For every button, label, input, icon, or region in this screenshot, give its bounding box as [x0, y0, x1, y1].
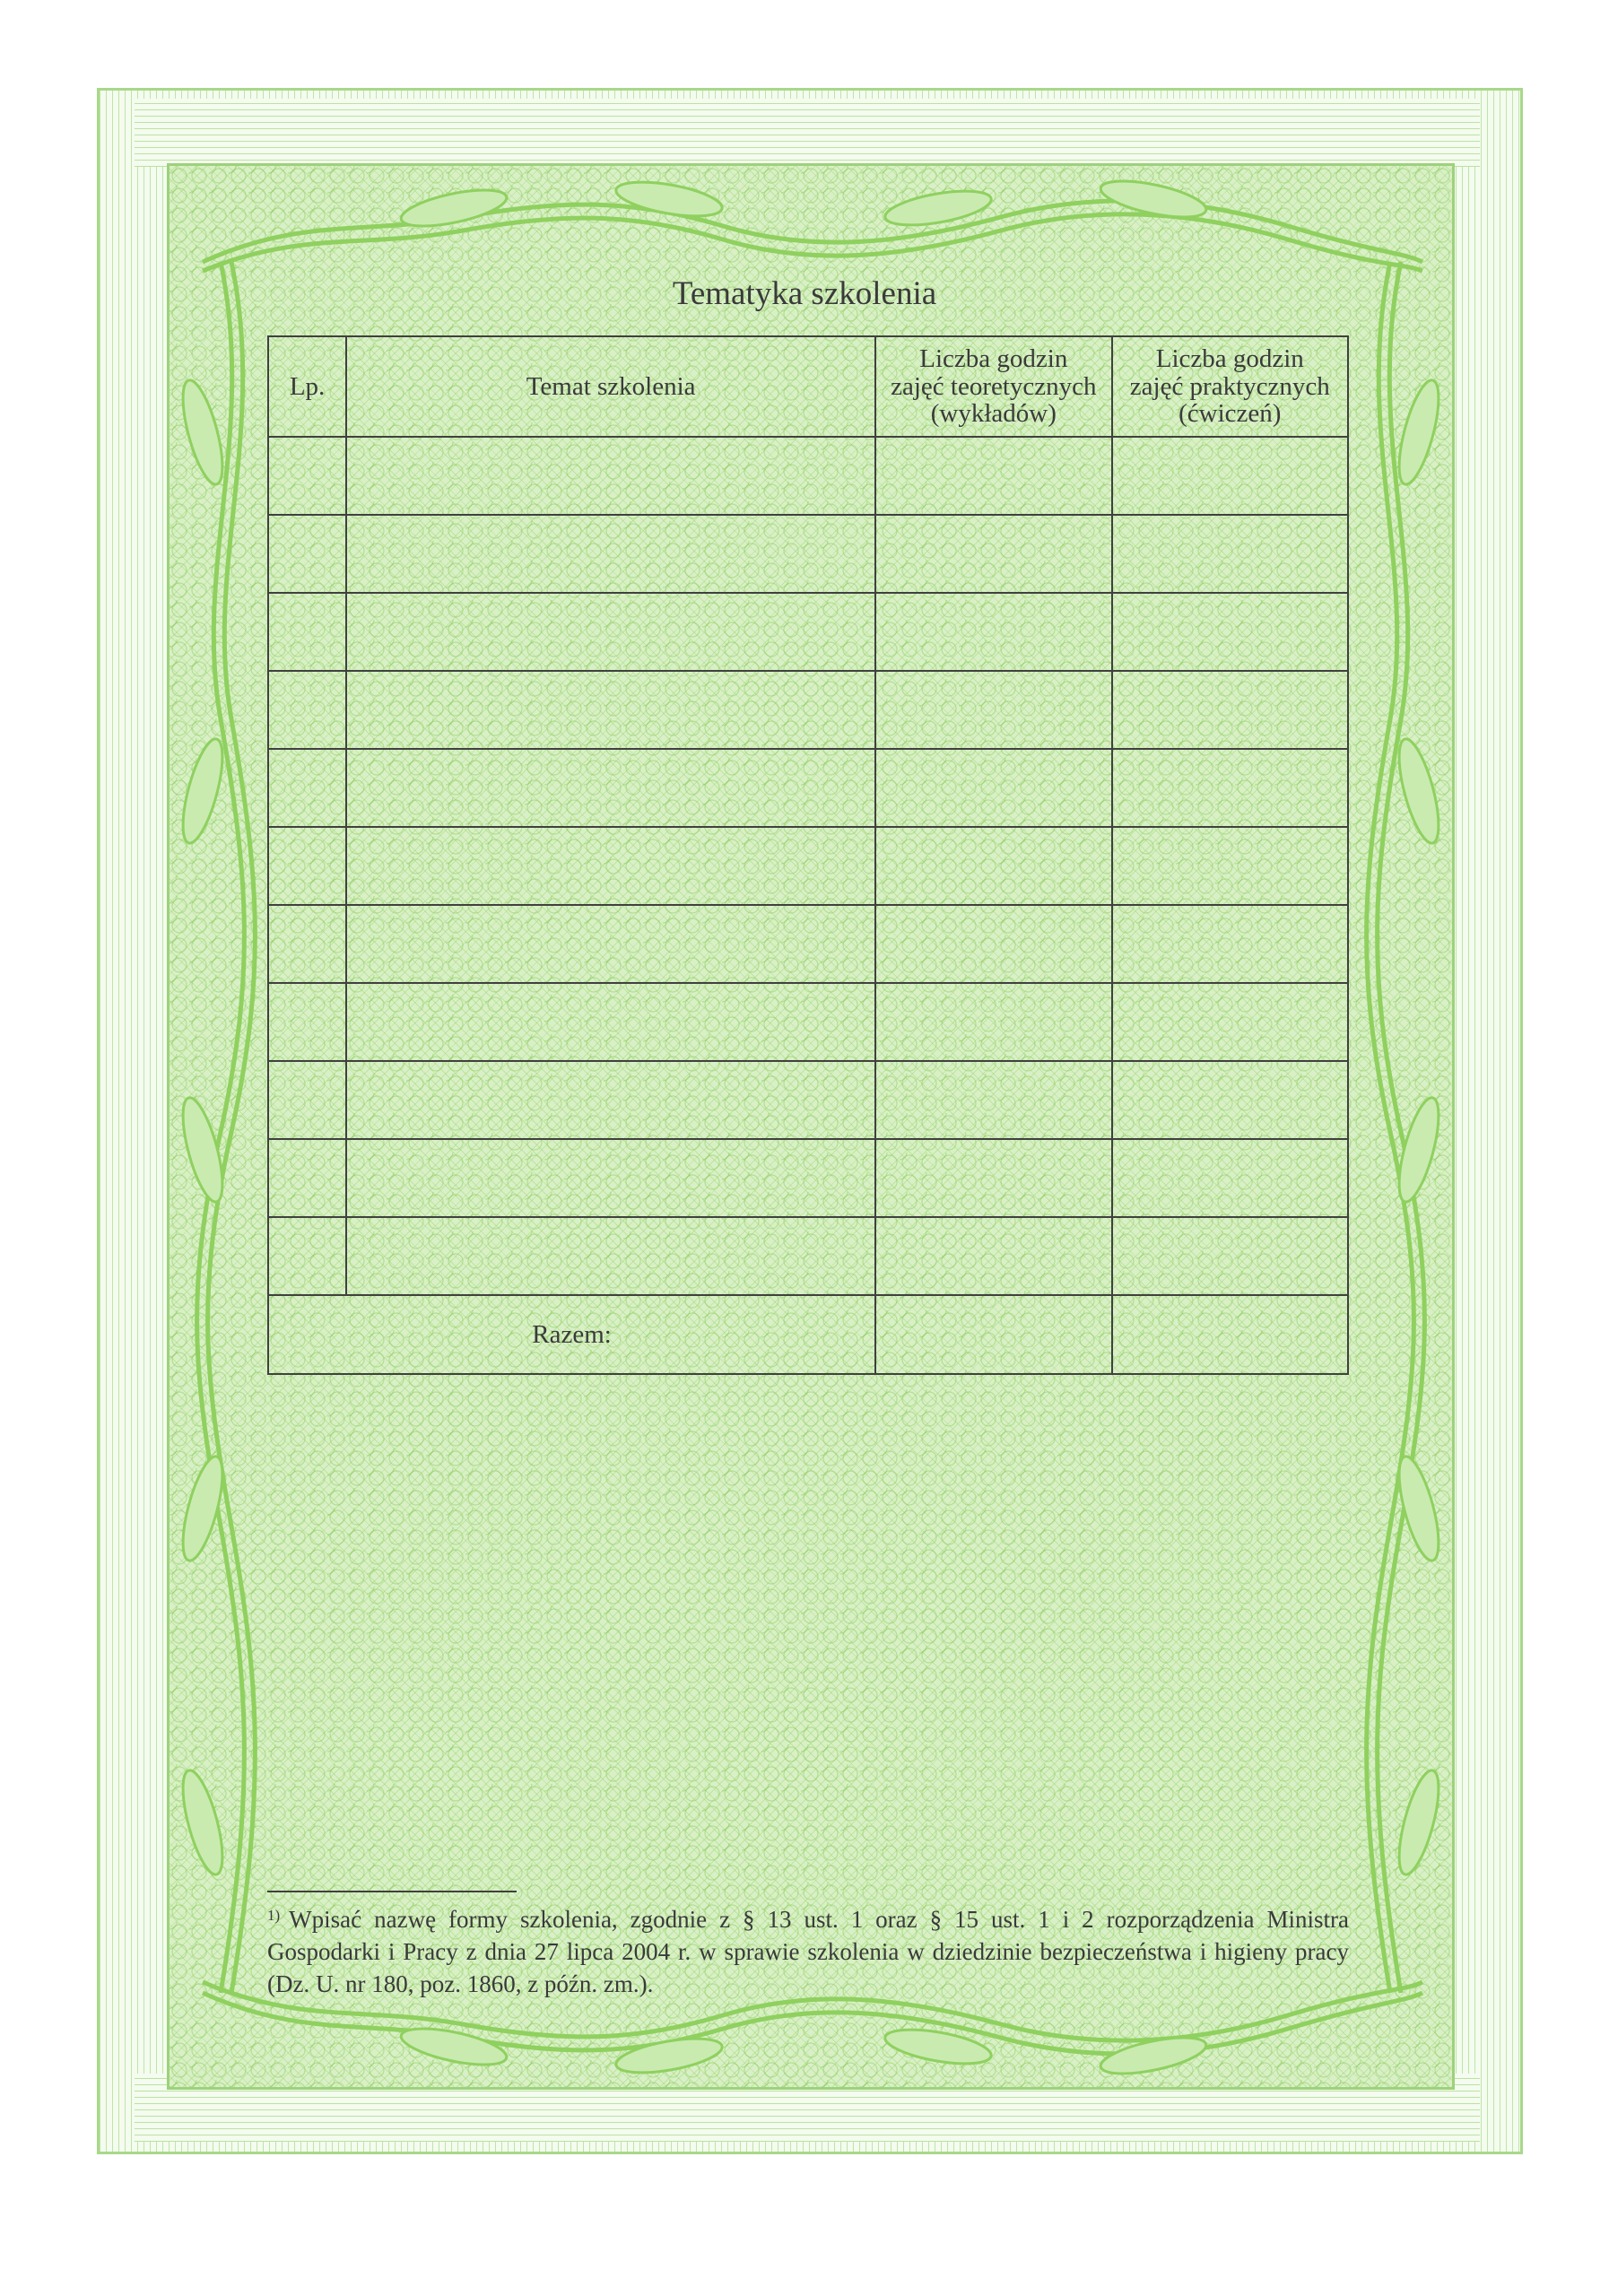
lp-cell[interactable]	[268, 437, 346, 515]
frame-top-band	[135, 99, 1480, 167]
footnote-separator	[267, 1891, 517, 1892]
topic-cell[interactable]	[346, 1139, 875, 1217]
lp-cell[interactable]	[268, 671, 346, 749]
practice-hours-cell[interactable]	[1112, 827, 1348, 905]
lp-cell[interactable]	[268, 593, 346, 671]
table-row	[268, 1217, 1348, 1295]
header-lp: Lp.	[268, 336, 346, 437]
theory-hours-cell[interactable]	[875, 983, 1111, 1061]
topic-cell[interactable]	[346, 827, 875, 905]
lp-cell[interactable]	[268, 827, 346, 905]
topic-cell[interactable]	[346, 1061, 875, 1139]
practice-hours-cell[interactable]	[1112, 749, 1348, 827]
theory-hours-cell[interactable]	[875, 1139, 1111, 1217]
table-row	[268, 1139, 1348, 1217]
theory-hours-cell[interactable]	[875, 749, 1111, 827]
footnote-marker: 1)	[267, 1907, 281, 1924]
total-label: Razem:	[268, 1295, 875, 1374]
topic-cell[interactable]	[346, 983, 875, 1061]
table-row	[268, 515, 1348, 593]
footnote-text: Wpisać nazwę formy szkolenia, zgodnie z § 13 ust. 1 oraz § 15 ust. 1 i 2 rozporządzenia Ministra Gospodarki i Pracy z dnia 27 lipca 2004 r. w sprawie szkolenia w dziedzinie bezpieczeństwa i higieny pracy (Dz. U. nr 180, poz. 1860, z późn. zm.).	[267, 1906, 1349, 1997]
header-practice-line-1: Liczba godzin	[1155, 344, 1304, 374]
table-row	[268, 983, 1348, 1061]
table-row	[268, 593, 1348, 671]
page-title: Tematyka szkolenia	[672, 275, 937, 312]
lp-cell[interactable]	[268, 1139, 346, 1217]
theory-hours-cell[interactable]	[875, 593, 1111, 671]
header-theory-line-3: (wykładów)	[930, 399, 1057, 429]
table-row	[268, 905, 1348, 983]
table-row	[268, 1061, 1348, 1139]
topic-cell[interactable]	[346, 437, 875, 515]
table-row	[268, 827, 1348, 905]
practice-hours-cell[interactable]	[1112, 593, 1348, 671]
total-row	[268, 1295, 1348, 1374]
header-practice-hours	[1112, 336, 1348, 437]
practice-hours-cell[interactable]	[1112, 983, 1348, 1061]
theory-hours-cell[interactable]	[875, 905, 1111, 983]
topic-cell[interactable]	[346, 515, 875, 593]
practice-hours-cell[interactable]	[1112, 437, 1348, 515]
header-theory-line-2: zajęć teoretycznych	[891, 371, 1097, 401]
lp-cell[interactable]	[268, 1217, 346, 1295]
topic-cell[interactable]	[346, 671, 875, 749]
lp-cell[interactable]	[268, 749, 346, 827]
header-practice-line-2: zajęć praktycznych	[1129, 371, 1330, 401]
topic-cell[interactable]	[346, 749, 875, 827]
practice-hours-cell[interactable]	[1112, 671, 1348, 749]
topic-cell[interactable]	[346, 1217, 875, 1295]
total-practice-cell[interactable]	[1112, 1295, 1348, 1374]
header-practice-line-3: (ćwiczeń)	[1178, 399, 1282, 429]
theory-hours-cell[interactable]	[875, 827, 1111, 905]
training-topics-table	[267, 335, 1349, 1375]
table-row	[268, 671, 1348, 749]
theory-hours-cell[interactable]	[875, 515, 1111, 593]
table-header-row	[268, 336, 1348, 437]
footnote	[267, 1900, 1349, 2000]
practice-hours-cell[interactable]	[1112, 1217, 1348, 1295]
topic-cell[interactable]	[346, 905, 875, 983]
header-topic: Temat szkolenia	[346, 336, 875, 437]
practice-hours-cell[interactable]	[1112, 1061, 1348, 1139]
total-theory-cell[interactable]	[875, 1295, 1111, 1374]
header-theory-hours	[875, 336, 1111, 437]
lp-cell[interactable]	[268, 1061, 346, 1139]
theory-hours-cell[interactable]	[875, 1061, 1111, 1139]
practice-hours-cell[interactable]	[1112, 1139, 1348, 1217]
practice-hours-cell[interactable]	[1112, 515, 1348, 593]
practice-hours-cell[interactable]	[1112, 905, 1348, 983]
theory-hours-cell[interactable]	[875, 1217, 1111, 1295]
lp-cell[interactable]	[268, 515, 346, 593]
table-row	[268, 437, 1348, 515]
lp-cell[interactable]	[268, 905, 346, 983]
topic-cell[interactable]	[346, 593, 875, 671]
theory-hours-cell[interactable]	[875, 437, 1111, 515]
header-theory-line-1: Liczba godzin	[919, 344, 1068, 374]
lp-cell[interactable]	[268, 983, 346, 1061]
table-row	[268, 749, 1348, 827]
theory-hours-cell[interactable]	[875, 671, 1111, 749]
